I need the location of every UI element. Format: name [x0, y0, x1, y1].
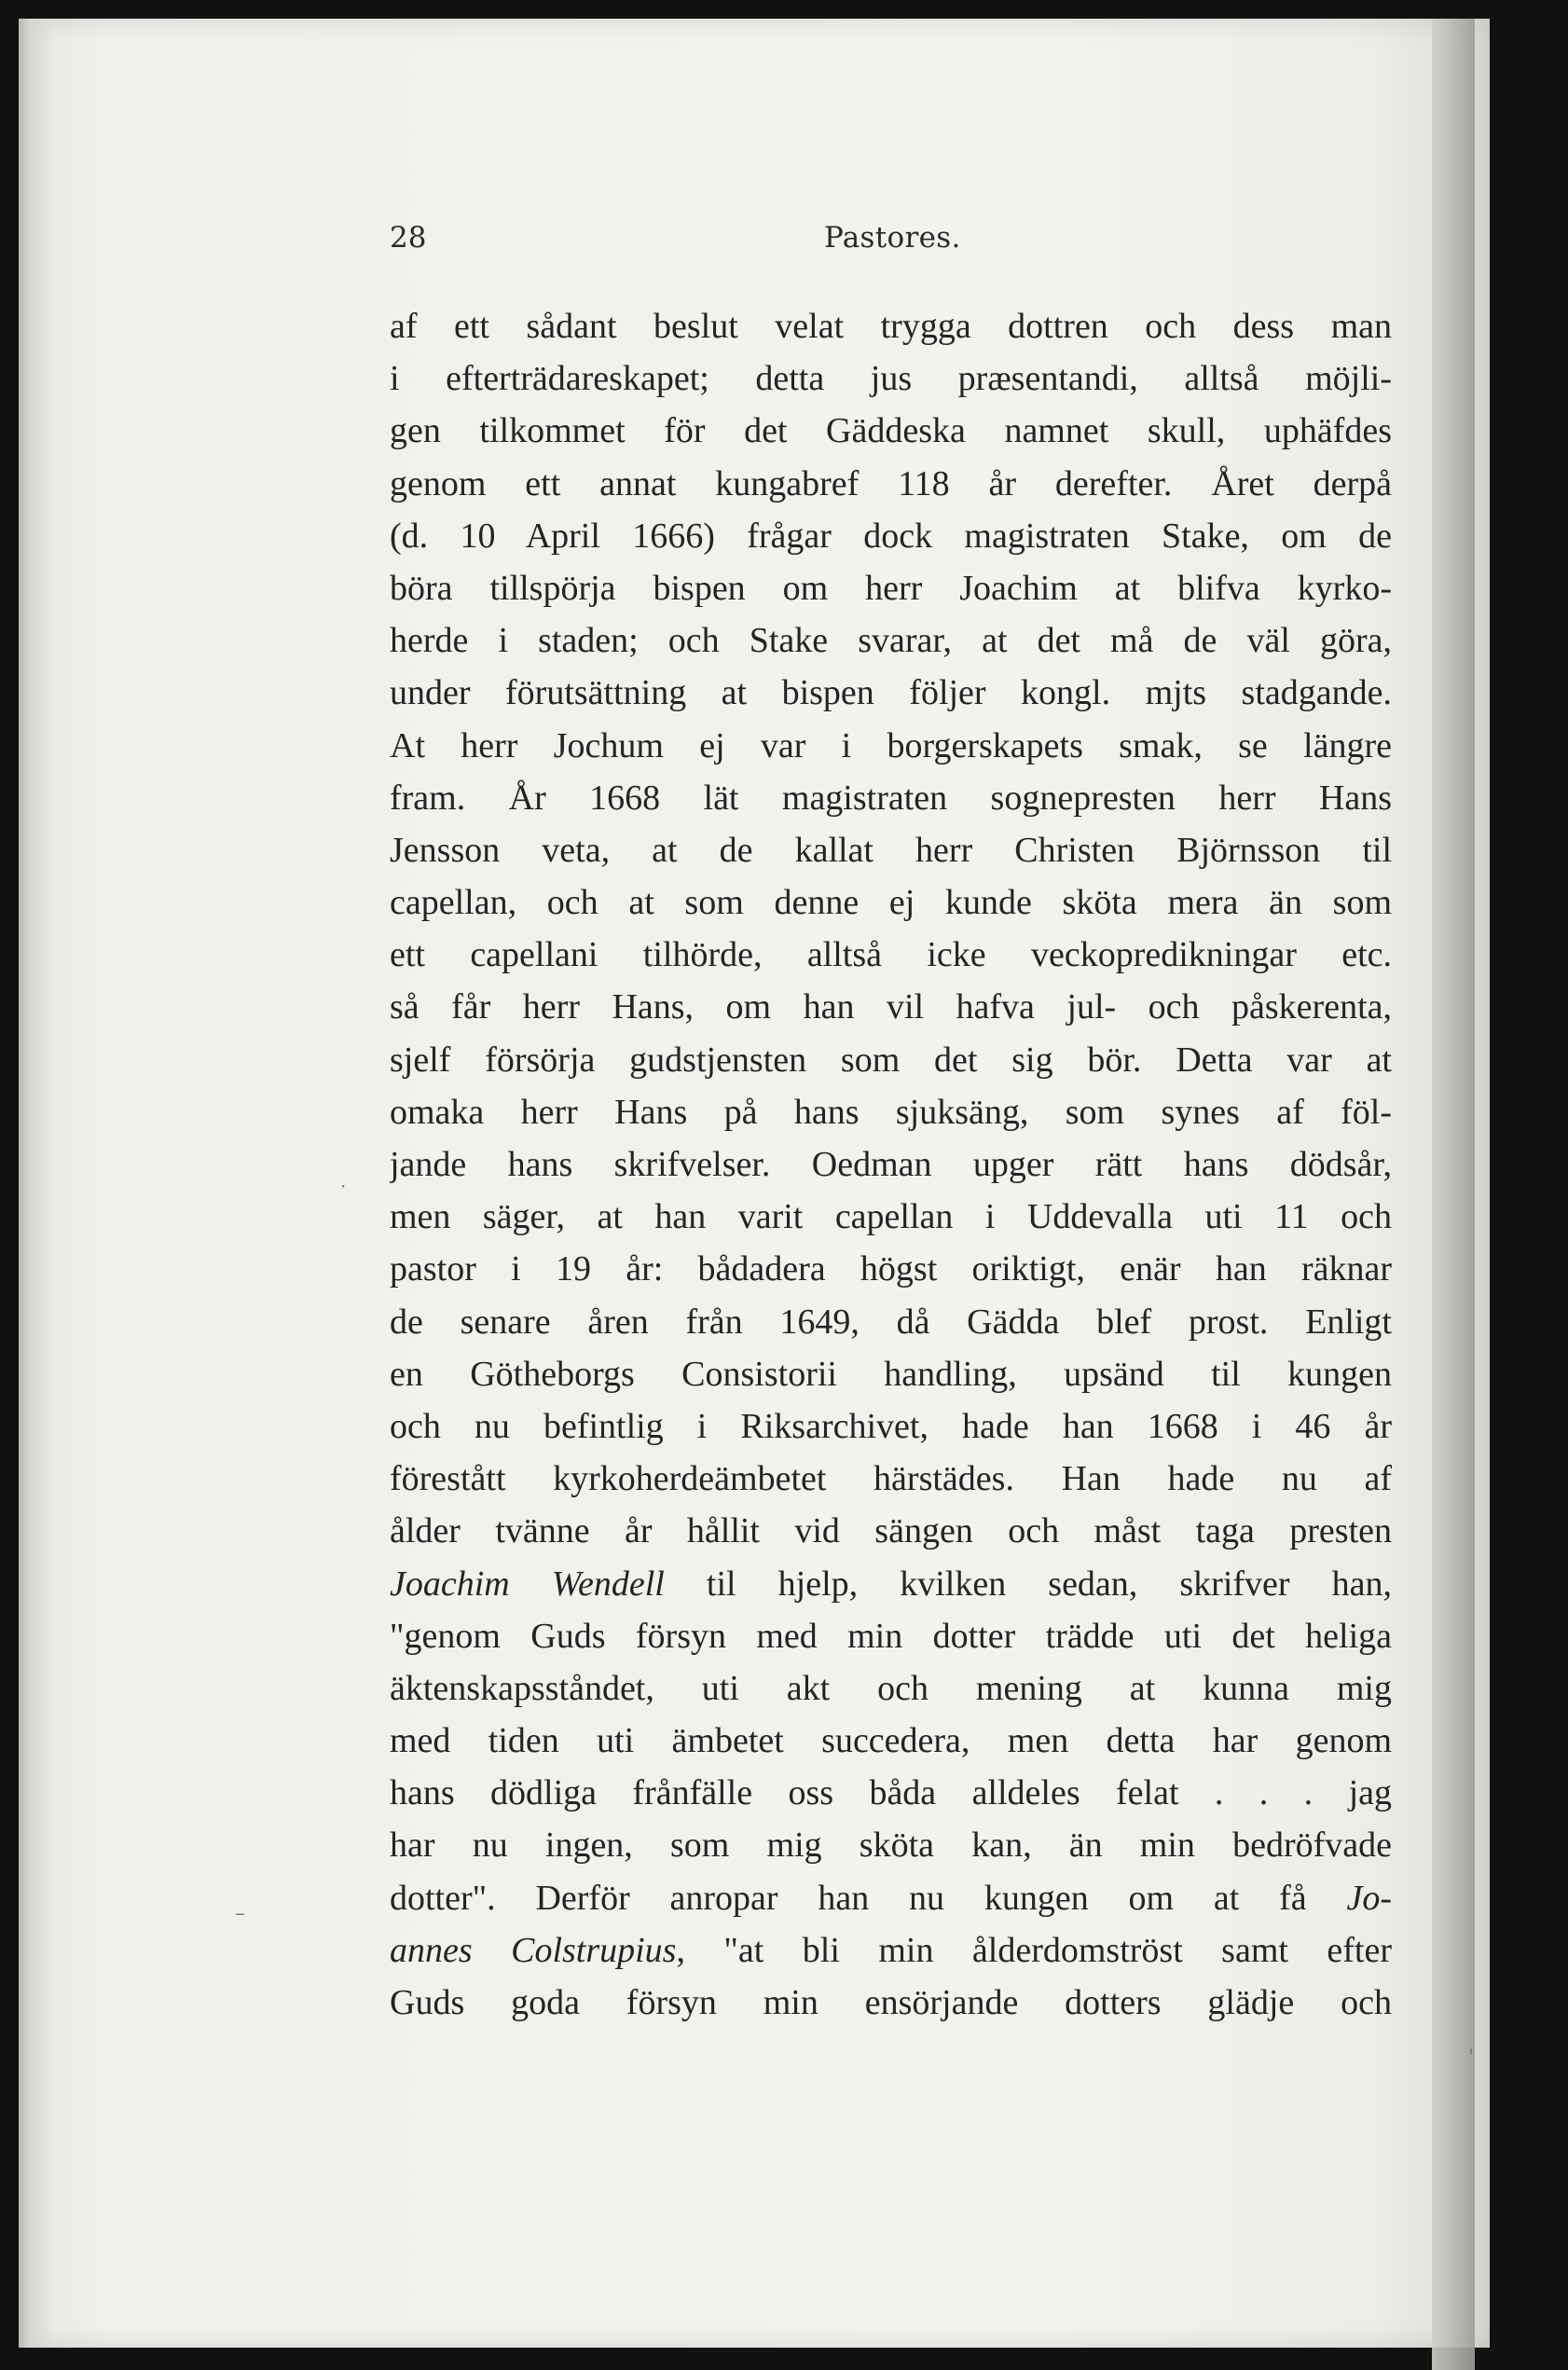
italic-name: annes Colstrupius — [390, 1930, 677, 1970]
italic-name: Joachim Wendell — [390, 1564, 665, 1604]
text-line-25 — [390, 1558, 1392, 1610]
text-line-31 — [390, 1872, 1392, 1924]
text-line-24: ålder tvänne år hållit vid sängen och måst taga presten — [390, 1511, 1392, 1551]
text-line-28: med tiden uti ämbetet succedera, men detta har genom — [390, 1721, 1392, 1761]
text-line-20: de senare åren från 1649, då Gädda blef prost. Enligt — [390, 1302, 1392, 1342]
text-line-10: fram. År 1668 lät magistraten sognepresten herr Hans — [390, 778, 1392, 818]
text-line-23: förestått kyrkoherdeämbetet härstädes. Han hade nu af — [390, 1459, 1392, 1499]
text-line-18: men säger, at han varit capellan i Uddevalla uti 11 och — [390, 1197, 1392, 1237]
main-text — [390, 300, 1392, 2029]
margin-dash-mark: – — [235, 1902, 245, 1925]
text-line-26: "genom Guds försyn med min dotter trädde uti det heliga — [390, 1616, 1392, 1656]
page-edge-shadow — [1432, 19, 1475, 2370]
page-header — [390, 221, 1042, 261]
text-line-06: böra tillspörja bispen om herr Joachim at blifva kyrko- — [390, 568, 1392, 608]
text-line-33: Guds goda försyn min ensörjande dotters glädje och — [390, 1983, 1392, 2022]
text-fragment: dotter". Derför anropar han nu kungen om at få — [390, 1878, 1347, 1918]
text-fragment: til hjelp, kvilken sedan, skrifver han, — [664, 1564, 1392, 1604]
text-line-16: omaka herr Hans på hans sjuksäng, som synes af föl- — [390, 1092, 1392, 1132]
ink-dot-mark: · — [340, 1175, 347, 1197]
text-line-01: af ett sådant beslut velat trygga dottren och dess man — [390, 307, 1392, 346]
text-line-02: i efterträdareskapet; detta jus præsentandi, alltså möjli- — [390, 359, 1392, 399]
text-line-13: ett capellani tilhörde, alltså icke veckopredikningar etc. — [390, 935, 1392, 975]
text-line-29: hans dödliga frånfälle oss båda alldeles felat . . . jag — [390, 1773, 1392, 1813]
italic-name: Jo- — [1346, 1878, 1392, 1918]
text-line-11: Jensson veta, at de kallat herr Christen Björnsson til — [390, 830, 1392, 870]
running-head: Pastores. — [824, 221, 961, 255]
book-page — [19, 19, 1490, 2348]
text-line-21: en Götheborgs Consistorii handling, upsänd til kungen — [390, 1354, 1392, 1394]
text-line-15: sjelf försörja gudstjensten som det sig bör. Detta var at — [390, 1040, 1392, 1080]
text-line-08: under förutsättning at bispen följer kongl. mjts stadgande. — [390, 673, 1392, 713]
page-number: 28 — [390, 221, 427, 255]
right-margin-mark: ' — [1468, 2046, 1475, 2070]
text-line-07: herde i staden; och Stake svarar, at det må de väl göra, — [390, 621, 1392, 661]
text-fragment: , "at bli min ålderdomströst samt efter — [676, 1930, 1392, 1970]
text-line-22: och nu befintlig i Riksarchivet, hade han 1668 i 46 år — [390, 1406, 1392, 1446]
text-line-14: så får herr Hans, om han vil hafva jul- och påskerenta, — [390, 987, 1392, 1027]
text-line-04: genom ett annat kungabref 118 år derefter. Året derpå — [390, 463, 1392, 503]
text-line-27: äktenskapsståndet, uti akt och mening at kunna mig — [390, 1668, 1392, 1708]
text-line-12: capellan, och at som denne ej kunde sköta mera än som — [390, 883, 1392, 923]
text-line-32 — [390, 1924, 1392, 1977]
text-line-30: har nu ingen, som mig sköta kan, än min bedröfvade — [390, 1826, 1392, 1866]
text-line-03: gen tilkommet för det Gäddeska namnet skull, uphäfdes — [390, 411, 1392, 451]
text-line-17: jande hans skrifvelser. Oedman upger rätt hans dödsår, — [390, 1145, 1392, 1184]
text-line-19: pastor i 19 år: bådadera högst oriktigt, enär han räknar — [390, 1249, 1392, 1289]
text-line-09: At herr Jochum ej var i borgerskapets smak, se längre — [390, 725, 1392, 765]
text-line-05: (d. 10 April 1666) frågar dock magistraten Stake, om de — [390, 516, 1392, 556]
